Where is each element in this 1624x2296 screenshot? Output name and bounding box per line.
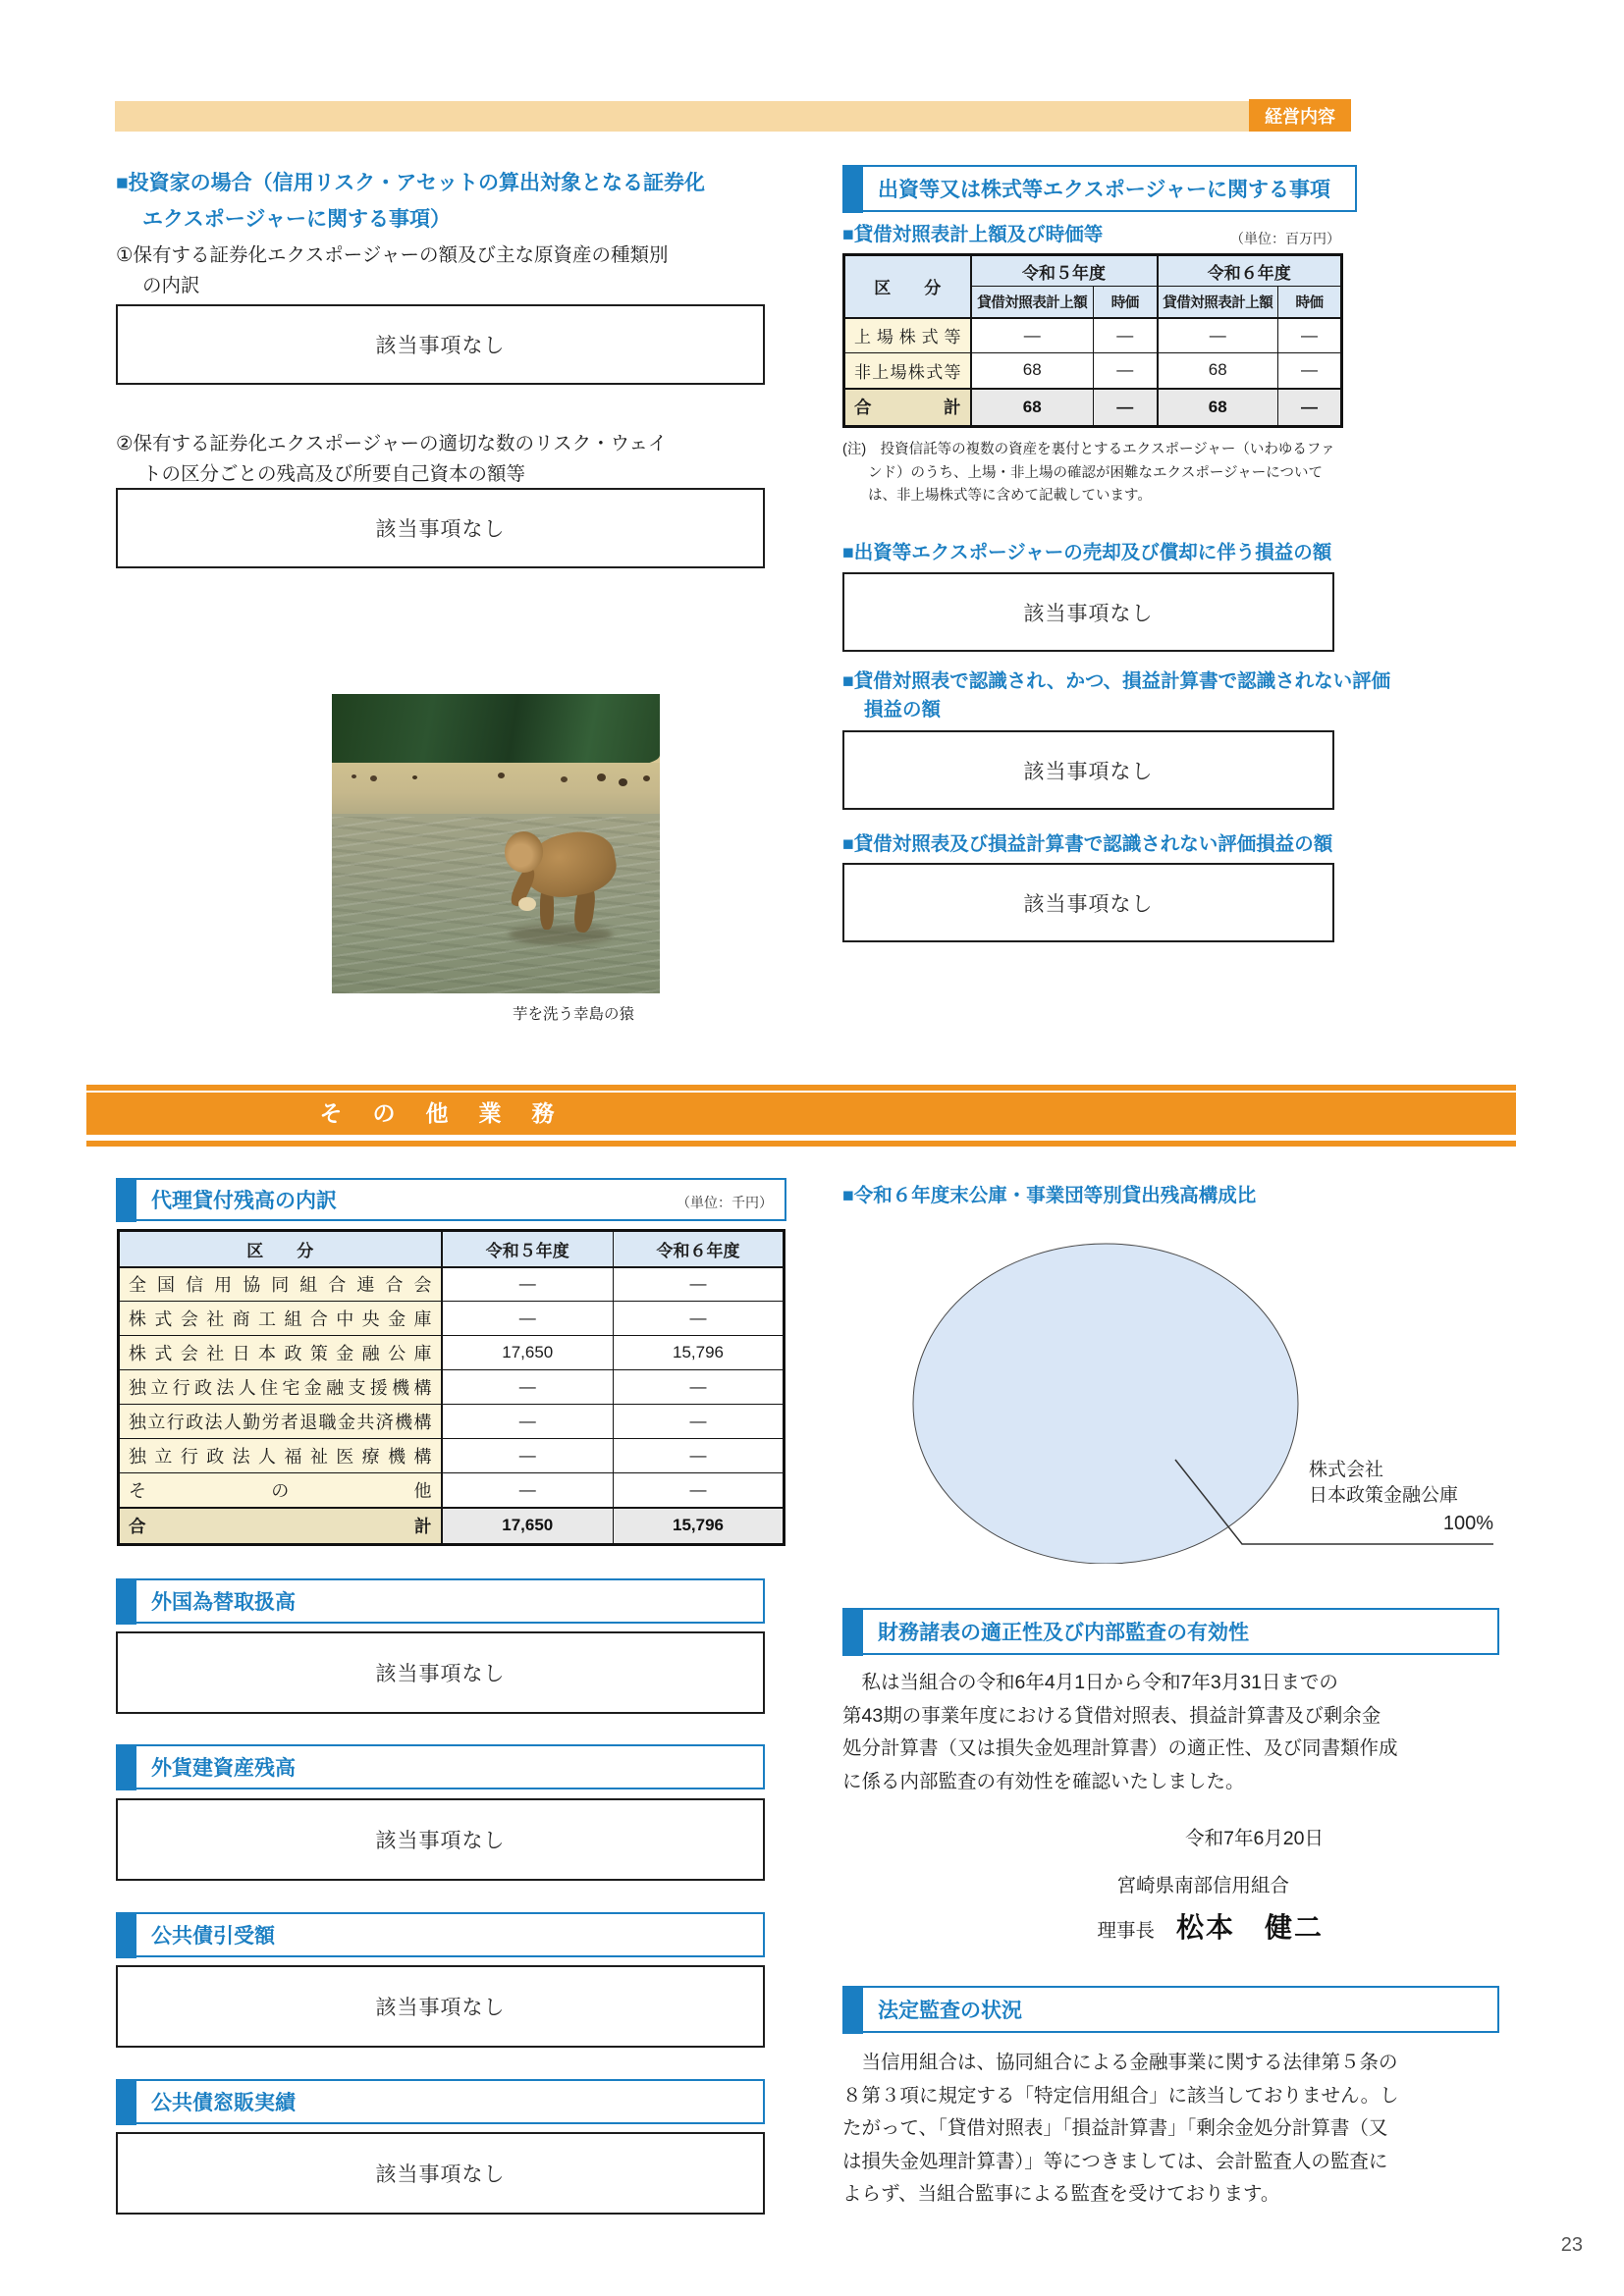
- securitization-heading-line2: エクスポージャーに関する事項）: [142, 208, 451, 231]
- table-row: [119, 1267, 785, 1302]
- photo-caption: 芋を洗う幸島の猿: [512, 1006, 634, 1023]
- table-total-row: [119, 1508, 785, 1545]
- no-items-box-1: [116, 304, 765, 385]
- securitization-heading: [116, 165, 764, 238]
- pie-value-label: 100%: [1442, 1513, 1493, 1534]
- no-items-text: 該当事項なし: [1023, 602, 1154, 625]
- other-business-banner-title: そ の 他 業 務: [319, 1100, 559, 1126]
- no-items-text: 該当事項なし: [1023, 892, 1154, 916]
- bs-table-note: [842, 439, 1345, 508]
- bs-table: [842, 253, 1343, 428]
- body-line: 私は当組合の令和6年4月1日から令和7年3月31日までの: [842, 1672, 1338, 1693]
- cell-value: —: [1158, 318, 1278, 353]
- cell-value: —: [614, 1302, 785, 1336]
- no-items-box-foreign-currency-assets: [116, 1798, 765, 1881]
- pie-label-line2: 日本政策金融公庫: [1309, 1485, 1459, 1506]
- no-items-text: 該当事項なし: [375, 1997, 506, 2019]
- header-accent-square: [842, 1986, 863, 2034]
- cell-value: —: [1278, 318, 1342, 353]
- body-line: 当信用組合は、協同組合による金融事業に関する法律第５条の: [842, 2052, 1398, 2073]
- cell-value: —: [442, 1302, 614, 1336]
- section-header-foreign-exchange: [116, 1578, 765, 1624]
- section-title: 法定監査の状況: [878, 2000, 1022, 2022]
- no-items-box-public-bond-underwriting: [116, 1965, 765, 2048]
- cell-value: —: [442, 1370, 614, 1405]
- no-items-box-public-bond-sales: [116, 2132, 765, 2215]
- photo-beach: [332, 763, 660, 817]
- table-total-row: [844, 389, 1342, 427]
- pie-slice-100pct: [913, 1244, 1298, 1564]
- cell-value: —: [1094, 318, 1158, 353]
- cell-value: —: [614, 1370, 785, 1405]
- subheader-fair-value: 時価: [1094, 287, 1158, 318]
- item1-line1: ①保有する証券化エクスポージャーの額及び主な原資産の種類別: [116, 244, 669, 266]
- statutory-audit-body: [842, 2047, 1495, 2212]
- header-accent-square: [116, 1578, 136, 1625]
- no-items-box-foreign-exchange: [116, 1631, 765, 1714]
- cell-value: 68: [971, 353, 1094, 389]
- subheader-bs-amount: 貸借対照表計上額: [1158, 287, 1278, 318]
- row-label: 株式会社日本政策金融公庫: [119, 1336, 442, 1370]
- no-items-text: 該当事項なし: [375, 1830, 506, 1852]
- table-row: [119, 1336, 785, 1370]
- header-accent-square: [842, 1608, 863, 1656]
- section-header-public-bond-sales: [116, 2079, 765, 2124]
- total-value: 68: [971, 389, 1094, 427]
- total-label: 合計: [119, 1508, 442, 1545]
- table-row: [119, 1405, 785, 1439]
- banner-line-top: [86, 1085, 1516, 1091]
- unrecognized-heading: ■貸借対照表及び損益計算書で認識されない評価損益の額: [842, 833, 1333, 855]
- recognized-heading: [842, 667, 1391, 724]
- cell-value: —: [442, 1267, 614, 1302]
- financial-statements-body: [842, 1667, 1495, 1798]
- table-row: [119, 1473, 785, 1508]
- body-line: たがって、「貸借対照表」「損益計算書」「剰余金処分計算書（又: [842, 2117, 1388, 2139]
- total-value: —: [1278, 389, 1342, 427]
- row-label: その他: [119, 1473, 442, 1508]
- no-items-box-unrecognized: [842, 863, 1334, 942]
- bs-amount-heading: ■貸借対照表計上額及び時価等: [842, 224, 1104, 245]
- sale-heading: ■出資等エクスポージャーの売却及び償却に伴う損益の額: [842, 542, 1332, 563]
- cell-value: —: [1094, 353, 1158, 389]
- recognized-heading-line1: ■貸借対照表で認識され、かつ、損益計算書で認識されない評価: [842, 670, 1391, 692]
- signature-row: [842, 1906, 1324, 1946]
- securitization-item2: [116, 429, 764, 490]
- body-line: ８第３項に規定する「特定信用組合」に該当しておりません。し: [842, 2084, 1399, 2107]
- col-header-category: 区 分: [119, 1231, 442, 1267]
- col-header-category: 区 分: [844, 255, 971, 318]
- total-value: 68: [1158, 389, 1278, 427]
- total-value: —: [1094, 389, 1158, 427]
- category-badge-label: 経営内容: [1265, 106, 1335, 127]
- col-header-year1: 令和５年度: [971, 255, 1158, 287]
- table-row: [119, 1370, 785, 1405]
- item2-line2: トの区分ごとの残高及び所要自己資本の額等: [142, 463, 526, 485]
- signer-role: 理事長: [1097, 1920, 1155, 1942]
- agency-loan-table: [117, 1229, 785, 1546]
- section-title: 外国為替取扱高: [151, 1591, 296, 1614]
- table-row: [119, 1439, 785, 1473]
- section-header-foreign-currency-assets: [116, 1744, 765, 1789]
- bs-unit-label: （単位：百万円）: [1230, 231, 1340, 246]
- pie-heading: ■令和６年度末公庫・事業団等別貸出残高構成比: [842, 1185, 1257, 1206]
- header-accent-square: [116, 1744, 136, 1790]
- section-title: 出資等又は株式等エクスポージャーに関する事項: [878, 179, 1330, 201]
- section-header-public-bond-underwriting: [116, 1912, 765, 1957]
- row-label: 上場株式等: [844, 318, 971, 353]
- cell-value: —: [442, 1439, 614, 1473]
- monkey-reflection: [509, 925, 613, 944]
- table-row: [844, 318, 1342, 353]
- cell-value: —: [442, 1473, 614, 1508]
- col-header-year2: 令和６年度: [1158, 255, 1342, 287]
- category-badge: [1249, 99, 1351, 132]
- col-header-year1: 令和５年度: [442, 1231, 614, 1267]
- table-header-row: [119, 1231, 785, 1267]
- header-accent-square: [116, 1912, 136, 1958]
- page-number: 23: [1560, 2234, 1583, 2256]
- table-row: [844, 353, 1342, 389]
- photo-main-monkey: [483, 814, 627, 939]
- no-items-text: 該当事項なし: [375, 1663, 506, 1685]
- pie-label-line1: 株式会社: [1309, 1460, 1384, 1480]
- note-line: (注) 投資信託等の複数の資産を裏付とするエクスポージャー（いわゆるファ: [842, 442, 1335, 457]
- total-label: 合計: [844, 389, 971, 427]
- section-title: 財務諸表の適正性及び内部監査の有効性: [878, 1622, 1249, 1644]
- monkey-potato: [518, 897, 536, 911]
- cell-value: —: [614, 1267, 785, 1302]
- body-line: に係る内部監査の有効性を確認いたしました。: [842, 1770, 1245, 1792]
- cell-value: —: [614, 1439, 785, 1473]
- section-header-statutory-audit: [842, 1986, 1499, 2033]
- note-line: は、非上場株式等に含めて記載しています。: [868, 488, 1152, 504]
- signer-name: 松本 健二: [1175, 1913, 1324, 1944]
- header-accent-square: [842, 165, 863, 213]
- cell-value: —: [1278, 353, 1342, 389]
- cell-value: —: [614, 1473, 785, 1508]
- agency-unit-label: （単位：千円）: [677, 1195, 773, 1210]
- item1-line2: の内訳: [142, 275, 200, 296]
- no-items-box-sale: [842, 572, 1334, 652]
- section-header-agency-loans: [116, 1178, 786, 1221]
- row-label: 全国信用協同組合連合会: [119, 1267, 442, 1302]
- securitization-item1: [116, 240, 764, 301]
- table-row: [119, 1302, 785, 1336]
- no-items-box-2: [116, 488, 765, 568]
- body-line: 第43期の事業年度における貸借対照表、損益計算書及び剰余金: [842, 1704, 1381, 1727]
- note-line: ンド）のうち、上場・非上場の確認が困難なエクスポージャーについて: [868, 464, 1323, 481]
- section-title: 公共債引受額: [151, 1925, 275, 1948]
- no-items-text: 該当事項なし: [375, 2163, 506, 2186]
- subheader-bs-amount: 貸借対照表計上額: [971, 287, 1094, 318]
- table-header-row: [844, 255, 1342, 287]
- section-header-financial-statements: [842, 1608, 1499, 1655]
- section-title: 外貨建資産残高: [151, 1757, 296, 1780]
- audit-date: 令和7年6月20日: [1185, 1828, 1324, 1849]
- no-items-box-recognized: [842, 730, 1334, 810]
- banner-line-bottom: [86, 1141, 1516, 1147]
- row-label: 独立行政法人住宅金融支援機構: [119, 1370, 442, 1405]
- top-band: [115, 101, 1249, 132]
- cell-value: —: [442, 1405, 614, 1439]
- recognized-heading-line2: 損益の額: [864, 699, 942, 721]
- total-value: 15,796: [614, 1508, 785, 1545]
- subheader-fair-value: 時価: [1278, 287, 1342, 318]
- no-items-text: 該当事項なし: [375, 518, 506, 541]
- row-label: 独立行政法人福祉医療機構: [119, 1439, 442, 1473]
- cell-value: 17,650: [442, 1336, 614, 1370]
- no-items-text: 該当事項なし: [1023, 760, 1154, 783]
- row-label: 非上場株式等: [844, 353, 971, 389]
- item2-line1: ②保有する証券化エクスポージャーの適切な数のリスク・ウェイ: [116, 433, 668, 454]
- cell-value: 68: [1158, 353, 1278, 389]
- cell-value: —: [971, 318, 1094, 353]
- row-label: 株式会社商工組合中央金庫: [119, 1302, 442, 1336]
- cell-value: 15,796: [614, 1336, 785, 1370]
- photo-monkey-washing-potato: [332, 694, 660, 993]
- securitization-heading-line1: ■投資家の場合（信用リスク・アセットの算出対象となる証券化: [116, 172, 706, 194]
- section-title: 公共債窓販実績: [151, 2092, 296, 2114]
- body-line: 処分計算書（又は損失金処理計算書）の適正性、及び同書類作成: [842, 1737, 1398, 1759]
- col-header-year2: 令和６年度: [614, 1231, 785, 1267]
- total-value: 17,650: [442, 1508, 614, 1545]
- body-line: は損失金処理計算書）」等につきましては、会計監査人の監査に: [842, 2150, 1388, 2172]
- section-title: 代理貸付残高の内訳: [151, 1190, 337, 1212]
- photo-forest: [332, 694, 660, 769]
- header-accent-square: [116, 1178, 136, 1222]
- body-line: よらず、当組合監事による監査を受けております。: [842, 2183, 1280, 2205]
- section-header-equity-exposure: [842, 165, 1357, 212]
- no-items-text: 該当事項なし: [375, 335, 506, 357]
- header-accent-square: [116, 2079, 136, 2125]
- row-label: 独立行政法人勤労者退職金共済機構: [119, 1405, 442, 1439]
- organization-name: 宮崎県南部信用組合: [1116, 1875, 1289, 1896]
- cell-value: —: [614, 1405, 785, 1439]
